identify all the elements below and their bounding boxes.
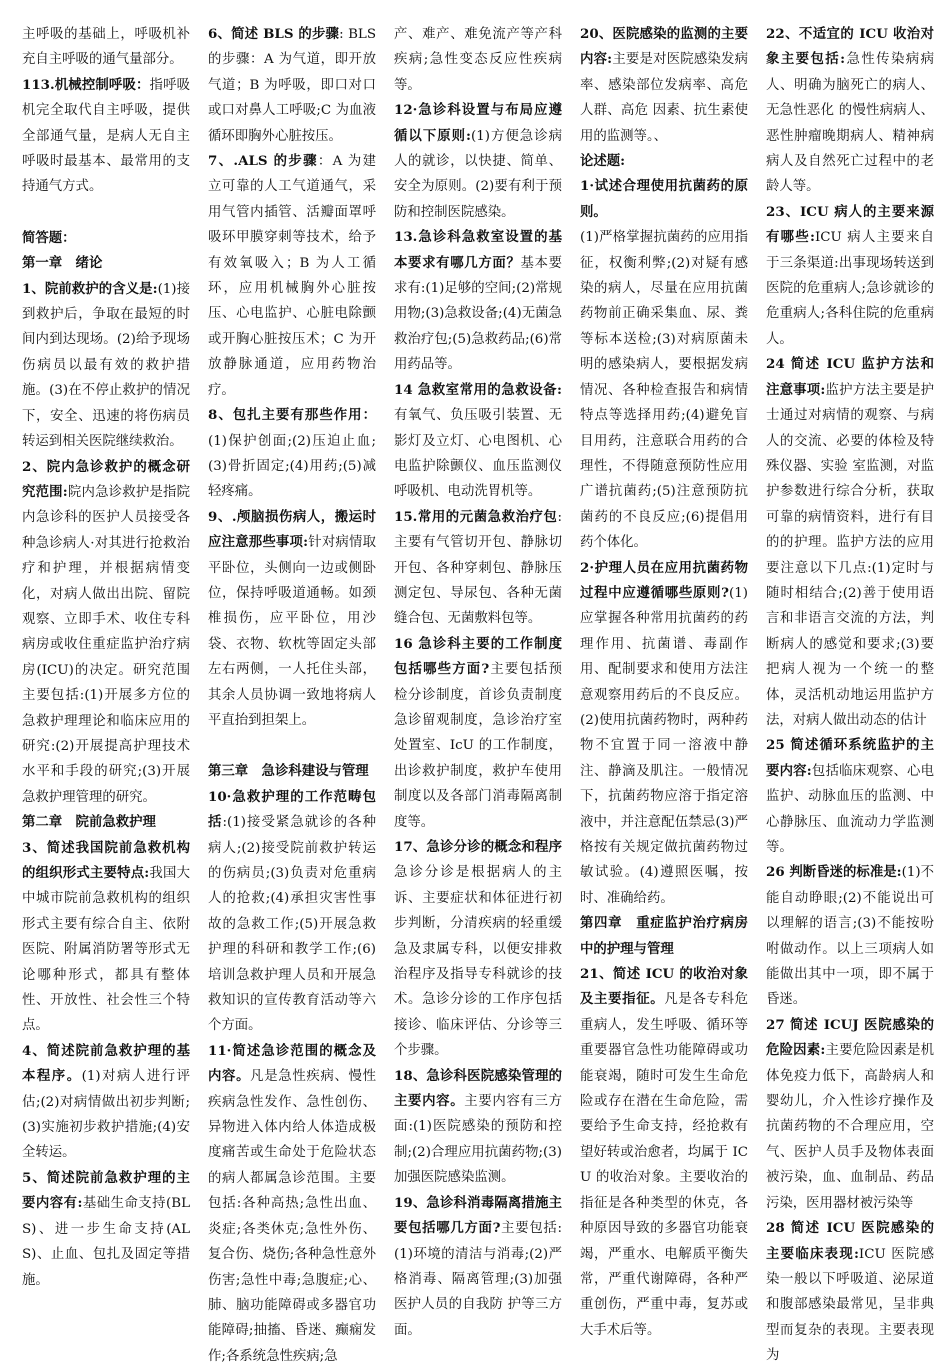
paragraph-heading: 10·急救护理的工作范畴包括 (208, 788, 376, 831)
paragraph (208, 1039, 376, 1369)
paragraph (580, 174, 748, 225)
paragraph (766, 22, 934, 200)
paragraph (22, 836, 190, 1039)
paragraph (394, 1191, 562, 1343)
paragraph-body: 凡是各专科危重病人，发生呼吸、循环等重要器官急性功能障碍或功能衰竭，随时可发生生命危险或存在潜在生命危险，需要给予生命支持，经抢救有望好转或治愈者，均属于 ICU 的收治对象。主要收治的指征是各种类型的休克，各种原因导致的多器官功能衰竭，严重水、电解质平衡失常，严重代谢障碍，各种严重创伤，严重中毒，复苏或大手术后等。 (580, 992, 749, 1338)
paragraph-heading: 1、院前救护的含义是: (22, 280, 158, 297)
paragraph-heading: 113.机械控制呼吸： (22, 76, 150, 93)
paragraph-heading: 26 判断昏迷的标准是: (766, 864, 902, 881)
paragraph-body: (1)接到救护后，争取在最短的时间内到达现场。(2)给予现场伤病员以最有效的救护措施。(3)在不停止救护的情况下，安全、迅速的将伤病员转运到相关医院继续救治。 (22, 281, 190, 450)
paragraph-heading: 13.急诊科急救室设置的基本要求有哪几方面？ (394, 229, 562, 271)
paragraph-body: (1)对病人进行评估;(2)对病情做出初步判断;(3)实施初步救护措施;(4)安全转运。 (22, 1069, 191, 1161)
paragraph-body: 产、难产、难免流产等产科疾病;急性变态反应性疾病等。 (394, 27, 562, 93)
paragraph-heading: 18、急诊科医院感染管理的主要内容。 (394, 1067, 562, 1110)
paragraph (394, 632, 562, 835)
blank-line (208, 733, 376, 759)
paragraph (580, 962, 748, 1343)
paragraph-body: 基础生命支持(BLS)、进一步生命支持(ALS)、止血、包扎及固定等措施。 (22, 1196, 190, 1288)
paragraph (394, 22, 562, 98)
paragraph-body: 有氧气、负压吸引装置、无影灯及立灯、心电图机、心电监护除颤仪、血压监测仪呼吸机、电动洗胃机等。 (394, 408, 562, 500)
paragraph-body: 针对病情取平卧位，头侧向一边或侧卧位，保持呼吸道通畅。如颈椎损伤，应平卧位，用沙袋、衣物、软枕等固定头部左右两侧，一人托住头部，其余人员协调一致地将病人平直抬到担架上。 (208, 535, 376, 728)
paragraph (22, 1166, 190, 1293)
paragraph-heading: 19、急诊科消毒隔离措施主要包括哪几方面? (394, 1194, 562, 1237)
paragraph (22, 455, 190, 811)
paragraph-body: : 主要有气管切开包、静脉切开包、各种穿刺包、静脉压测定包、导尿包、各种无菌缝合包、无菌敷料包等。 (394, 509, 562, 627)
column-2 (208, 22, 377, 1364)
paragraph-heading: 24 简述 ICU 监护方法和注意事项: (766, 356, 934, 398)
paragraph-heading: 第四章 重症监护治疗病房中的护理与管理 (580, 915, 748, 957)
paragraph-body: 指呼吸机完全取代自主呼吸，提供全部通气量，是病人无自主呼吸时最基本、最常用的支持通气方式。 (22, 77, 190, 195)
paragraph-heading: 6、简述 BLS 的步骤 (208, 26, 340, 42)
paragraph-body: 包括临床观察、心电监护、动脉血压的监测、中心静脉压、血流动力学监测等。 (766, 763, 935, 855)
paragraph (22, 73, 190, 200)
paragraph-body: 基本要求有:(1)足够的空间;(2)常规用物;(3)急救设备;(4)无菌急救治疗包;(5)急救药品;(6)常用药品等。 (394, 255, 563, 373)
paragraph-body: ：A 为建立可靠的人工气道通气，采用气管内插管、活瓣面罩呼吸环甲膜穿刺等技术，给予有效氧吸入；B 为人工循环，应用机械胸外心脏按压、心电监护、心脏电除颤或开胸心脏按压术；C 为开放静脉通道，应用药物治疗。 (208, 154, 376, 398)
paragraph (22, 226, 190, 251)
paragraph (394, 378, 562, 505)
text-columns (22, 22, 935, 1364)
paragraph (580, 22, 748, 149)
paragraph (208, 759, 376, 784)
paragraph (766, 352, 934, 733)
paragraph (766, 1013, 934, 1216)
paragraph-heading: 1·试述合理使用抗菌药的原则。 (580, 178, 748, 220)
column-4 (580, 22, 749, 1338)
paragraph-heading: 9、.颅脑损伤病人，搬运时应注意那些事项: (208, 508, 376, 551)
paragraph-heading: 15.常用的元菌急救治疗包 (394, 508, 558, 525)
paragraph-body: (1)应掌握各种常用抗菌药的药理作用、抗菌谱、毒副作用、配制要求和使用方法注意观察用药后的不良反应。(2)使用抗菌药物时，两种药物不宜置于同一溶液中静注、静滴及肌注。一般情况下，抗菌药物应溶于指定溶液中，并注意配伍禁忌(3)严格按有关规定做抗菌药物过敏试验。(4)遵照医嘱，按时、准确给药。 (580, 585, 748, 906)
paragraph-body: 急性传染病病人、明确为脑死亡的病人、无急性恶化 的慢性病病人、恶性肿瘤晚期病人、精神病病人及自然死亡过程中的老龄人等。 (766, 52, 934, 195)
paragraph-body: ICU 医院感染一般以下呼吸道、泌尿道和腹部感染最常见，呈非典型而复杂的表现。主要表现为 (766, 1246, 934, 1364)
paragraph (394, 225, 562, 377)
paragraph (22, 810, 190, 835)
paragraph-heading: 27 简述 ICUJ 医院感染的危险因素: (766, 1016, 934, 1059)
paragraph-body: (1)不能自动睁眼;(2)不能说出可以理解的语言;(3)不能按吩咐做动作。以上三项病人如能做出其中一项，即不属于昏迷。 (766, 865, 934, 1008)
paragraph-body: 主要是对医院感染发病率、感染部位发病率、高危人群、高危 因素、抗生素使用的监测等。、 (580, 52, 748, 144)
paragraph (22, 251, 190, 276)
paragraph (766, 1216, 934, 1368)
paragraph (580, 911, 748, 962)
paragraph-body: : BLS 的步骤：A 为气道，即开放气道；B 为呼吸，即口对口或口对鼻人工呼吸;C 为血液循环即胸外心脏按压。 (208, 27, 376, 144)
paragraph (394, 505, 562, 632)
paragraph-heading: 12·急诊科设置与布局应遵循以下原则: (394, 102, 562, 144)
paragraph (766, 200, 934, 352)
paragraph (208, 505, 376, 734)
paragraph-body: :(1)接受紧急就诊的各种病人;(2)接受院前救护转运的伤病员;(3)负责对危重病人的抢救;(4)承担灾害性事故的急救工作;(5)开展急救护理的科研和教学工作;(6)培训急救护理人员和开展急救知识的宣传教育活动等六个方面。 (208, 815, 376, 1034)
paragraph-heading: 第三章 急诊科建设与管理 (208, 763, 369, 780)
paragraph-heading: 第一章 绪论 (22, 255, 103, 272)
paragraph-body: 我国大中城市院前急救机构的组织形式主要有综合自主、依附医院、附属消防署等形式无论哪种形式，都具有整体性、开放性、社会性三个特点。 (22, 866, 190, 1034)
paragraph-heading: 简答题： (22, 229, 76, 246)
paragraph-heading: 22、不适宜的 ICU 收治对象主要包括: (766, 26, 934, 68)
paragraph-heading: 7、.ALS 的步骤 (208, 153, 318, 170)
paragraph (766, 860, 934, 1012)
column-3 (394, 22, 563, 1338)
paragraph (208, 785, 376, 1039)
paragraph (208, 149, 376, 403)
paragraph-heading: 8、包扎主要有那些作用： (208, 407, 376, 424)
paragraph-heading: 11·简述急诊范围的概念及内容。 (208, 1042, 376, 1085)
paragraph-body: 主要危险因素是机体免疫力低下，高龄病人和婴幼儿，介入性诊疗操作及抗菌药物的不合理应用，空气、医护人员手及物体表面被污染，血、血制品、药品污染，医用器材被污染等 (766, 1043, 934, 1211)
paragraph-body: 主要内容有三方面:(1)医院感染的预防和控制;(2)合理应用抗菌药物;(3)加强医院感染监测。 (394, 1094, 563, 1186)
paragraph-heading: 2·护理人员在应用抗菌药物过程中应遵循哪些原则? (580, 559, 748, 601)
paragraph-body: 凡是急性疾病、慢性疾病急性发作、急性创伤、异物进入体内给人体造成极度痛苦或生命处于危险状态的病人都属急诊范围。主要包括:各种高热;急性出血、炎症;各类休克;急性外伤、复合伤、烧伤;各种急性意外伤害;急性中毒;急腹症;心、肺、脑功能障碍或多器官功能障碍;抽搐、昏迷、癫痫发作;各系统急性疾病;急 (208, 1069, 377, 1364)
paragraph (22, 277, 190, 455)
paragraph-heading: 2、院内急诊救护的概念研究范围: (22, 458, 190, 500)
paragraph-heading: 20、医院感染的监测的主要内容: (580, 26, 748, 68)
paragraph-body: ICU 病人主要来自于三条渠道:出事现场转送到医院的危重病人;急诊就诊的危重病人;各科住院的危重病人。 (766, 230, 934, 347)
paragraph (22, 1039, 190, 1166)
paragraph-body: 院内急诊救护是指院内急诊科的医护人员接受各种急诊病人·对其进行抢救治疗和护理，并根据病情变化，对病人做出出院、留院观察、立即手术、收住专科病房或收住重症监护治疗病房(ICU)的决定。研究范围主要包括:(1)开展多方位的急救护理理论和临床应用的研究:(2)开展提高护理技术水平和手段的研究;(3)开展急救护理管理的研究。 (22, 484, 191, 805)
column-1 (22, 22, 190, 1334)
paragraph (580, 149, 748, 174)
paragraph (394, 835, 562, 1064)
paragraph-heading: 5、简述院前急救护理的主要内容有: (22, 1169, 190, 1212)
paragraph-heading: 23、ICU 病人的主要来源有哪些: (766, 203, 934, 246)
paragraph (766, 733, 934, 860)
paragraph (580, 556, 748, 912)
blank-line (22, 200, 190, 226)
paragraph-heading: 16 急诊科主要的工作制度包括哪些方面? (394, 635, 562, 678)
paragraph-body: (1)严格掌握抗菌药的应用指征，权衡利弊;(2)对疑有感染的病人，尽量在应用抗菌药物前正确采集血、尿、粪等标本送检;(3)对病原菌未明的感染病人，要根据发病情况、各种检查报告和病情特点等选择用药;(4)避免盲目用药，注意联合用药的合理性，不得随意预防性应用广谱抗菌药;(5)注意预防抗菌药的不良反应;(6)提倡用药个体化。 (580, 230, 748, 551)
paragraph (394, 1064, 562, 1191)
paragraph (208, 22, 376, 149)
paragraph (208, 403, 376, 505)
paragraph-heading: 论述题: (580, 153, 626, 170)
paragraph-heading: 4、简述院前急救护理的基本程序。 (22, 1042, 190, 1085)
paragraph-body: (1)保护创面;(2)压迫止血;(3)骨折固定;(4)用药;(5)减轻疼痛。 (208, 433, 376, 500)
paragraph (394, 98, 562, 225)
paragraph-body: 监护方法主要是护士通过对病情的观察、与病人的交流、必要的体检及特殊仪器、实验 室监测，对监护参数进行综合分析，获取可靠的病情资料，进行有目的的护理。监护方法的应用要注意以下几点:(1)定时与随时相结合;(2)善于使用语言和非语言交流的方法，判断病人的感觉和要求;(3)要把病人视为一个统一的整体，灵活机动地运用监护方法，对病人做出动态的估计 (766, 382, 934, 728)
paragraph-body: 主要包括:(1)环境的清洁与消毒;(2)严格消毒、隔离管理;(3)加强医护人员的自我防 护等三方面。 (394, 1221, 562, 1338)
paragraph-heading: 17、急诊分诊的概念和程序 (394, 839, 562, 855)
paragraph (580, 225, 748, 555)
paragraph-body: 急诊分诊是根据病人的主诉、主要症状和体征进行初步判断，分清疾病的轻重缓急及隶属专科，以便安排救治程序及指导专科就诊的技术。急诊分诊的工作序包括接诊、临床评估、分诊等三个步骤。 (394, 865, 562, 1059)
paragraph-body: 主要包括预检分诊制度，首诊负责制度急诊留观制度，急诊治疗室处置室、IcU 的工作制度，出诊救护制度，救护车使用制度以及各部门消毒隔离制度等。 (394, 662, 562, 830)
column-5 (766, 22, 935, 1364)
paragraph-body: 主呼吸的基础上，呼吸机补充自主呼吸的通气量部分。 (22, 27, 190, 68)
paragraph-body: (1)方便急诊病人的就诊，以快捷、简单、安全为原则。(2)要有利于预防和控制医院感染。 (394, 128, 562, 220)
paragraph-heading: 14 急救室常用的急救设备: (394, 381, 562, 398)
paragraph (22, 22, 190, 73)
paragraph-heading: 3、简述我国院前急救机构的组织形式主要特点: (22, 839, 190, 881)
paragraph-heading: 第二章 院前急救护理 (22, 814, 156, 831)
paragraph-heading: 28 简述 ICU 医院感染的主要临床表现: (766, 1220, 934, 1262)
paragraph-heading: 25 简述循环系统监护的主要内容: (766, 737, 934, 779)
paragraph-heading: 21、简述 ICU 的收治对象及主要指征。 (580, 966, 748, 1008)
